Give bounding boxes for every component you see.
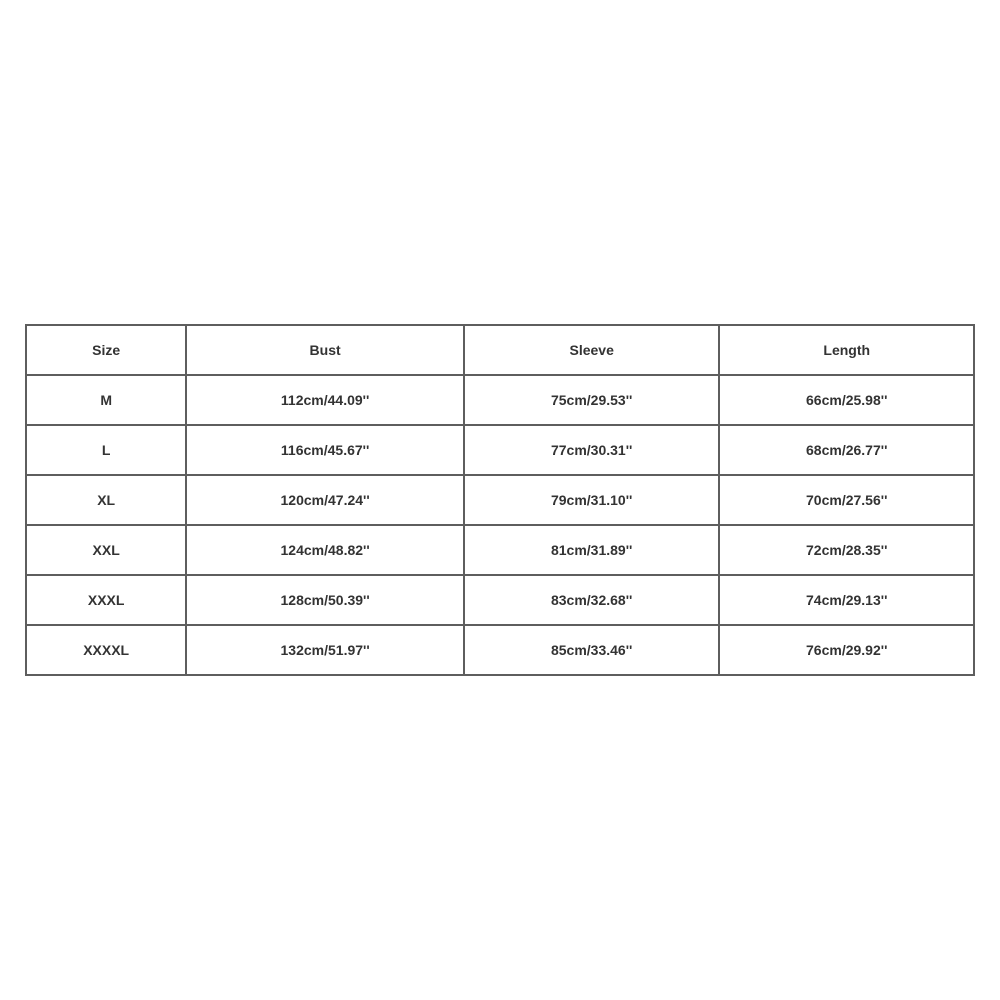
cell-size: M (26, 375, 186, 425)
cell-sleeve: 83cm/32.68'' (464, 575, 720, 625)
header-bust: Bust (186, 325, 464, 375)
cell-bust: 112cm/44.09'' (186, 375, 464, 425)
cell-sleeve: 81cm/31.89'' (464, 525, 720, 575)
cell-sleeve: 79cm/31.10'' (464, 475, 720, 525)
cell-sleeve: 77cm/30.31'' (464, 425, 720, 475)
cell-length: 74cm/29.13'' (719, 575, 974, 625)
cell-size: XL (26, 475, 186, 525)
size-chart-table (25, 324, 975, 676)
table-row (26, 425, 974, 475)
table-row (26, 375, 974, 425)
cell-size: L (26, 425, 186, 475)
table-row (26, 475, 974, 525)
cell-bust: 132cm/51.97'' (186, 625, 464, 675)
cell-length: 66cm/25.98'' (719, 375, 974, 425)
header-sleeve: Sleeve (464, 325, 720, 375)
cell-bust: 120cm/47.24'' (186, 475, 464, 525)
table-row (26, 525, 974, 575)
cell-size: XXXXL (26, 625, 186, 675)
header-size: Size (26, 325, 186, 375)
cell-size: XXL (26, 525, 186, 575)
cell-length: 76cm/29.92'' (719, 625, 974, 675)
cell-bust: 128cm/50.39'' (186, 575, 464, 625)
table-row (26, 625, 974, 675)
cell-sleeve: 75cm/29.53'' (464, 375, 720, 425)
cell-sleeve: 85cm/33.46'' (464, 625, 720, 675)
cell-bust: 124cm/48.82'' (186, 525, 464, 575)
cell-length: 72cm/28.35'' (719, 525, 974, 575)
table-header-row (26, 325, 974, 375)
cell-length: 68cm/26.77'' (719, 425, 974, 475)
header-length: Length (719, 325, 974, 375)
cell-size: XXXL (26, 575, 186, 625)
cell-length: 70cm/27.56'' (719, 475, 974, 525)
table-row (26, 575, 974, 625)
cell-bust: 116cm/45.67'' (186, 425, 464, 475)
